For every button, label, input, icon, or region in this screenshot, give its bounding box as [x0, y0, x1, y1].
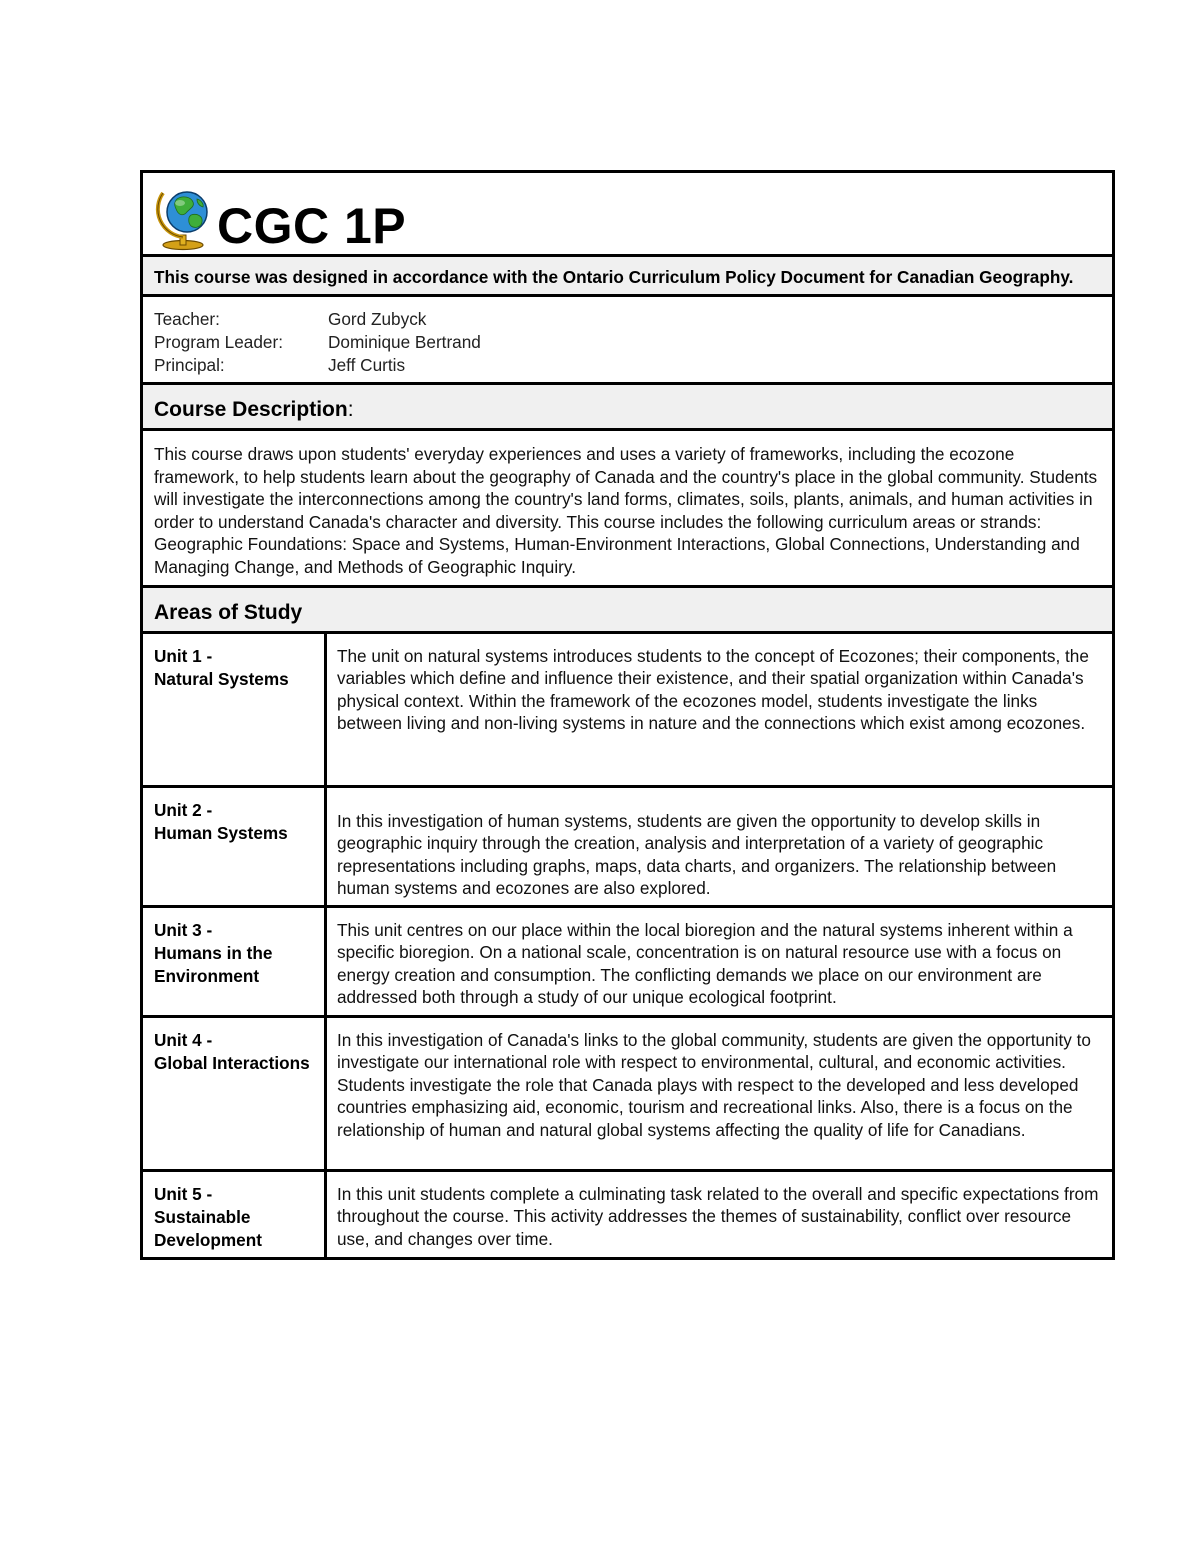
course-outline-table	[140, 170, 1115, 1260]
unit-label	[143, 788, 327, 905]
unit-title: Humans in the Environment	[154, 942, 273, 986]
staff-teacher	[154, 308, 1101, 331]
unit-number: Unit 2 -	[154, 799, 213, 820]
unit-number: Unit 4 -	[154, 1029, 213, 1050]
unit-description: In this investigation of Canada's links to the global community, students are given the opportunity to investigate our international role with respect to environmental, cultural, and economic activities. Students investigate the role that Canada plays with respect to the developed and less developed countries emphasizing aid, economic, tourism and recreational links. Also, there is a focus on the relationship of human and natural global systems affecting the quality of life for Canadians.	[337, 1029, 1091, 1140]
unit-description: In this unit students complete a culminating task related to the overall and specific expectations from throughout the course. This activity addresses the themes of sustainability, conflict over resource use, and changes over time.	[337, 1183, 1099, 1249]
unit-label	[143, 1172, 327, 1257]
unit-number: Unit 5 -	[154, 1183, 213, 1204]
unit-row-2	[143, 788, 1112, 908]
title-row	[143, 173, 1112, 257]
course-code-title: CGC 1P	[217, 198, 407, 254]
unit-row-1	[143, 634, 1112, 788]
staff-program-leader	[154, 331, 1101, 354]
course-description-heading-text: Course Description	[154, 398, 348, 421]
unit-label	[143, 634, 327, 785]
unit-number: Unit 1 -	[154, 645, 213, 666]
policy-statement: This course was designed in accordance with the Ontario Curriculum Policy Document for Canadian Geography.	[143, 257, 1112, 297]
unit-title: Human Systems	[154, 822, 288, 843]
staff-name: Jeff Curtis	[328, 355, 406, 375]
areas-of-study-heading-text: Areas of Study	[154, 600, 303, 624]
staff-label: Principal:	[154, 355, 225, 375]
course-description-text: This course draws upon students' everyday experiences and uses a variety of frameworks, including the ecozone framework, to help students learn about the geography of Canada and the country's place in the global community. Students will investigate the interconnections among the country's land forms, climates, soils, plants, animals, and human activities in order to understand Canada's character and diversity. This course includes the following curriculum areas or strands: Geographic Foundations: Space and Systems, Human-Environment Interactions, Global Connections, Understanding and Managing Change, and Methods of Geographic Inquiry.	[143, 431, 1112, 588]
unit-title: Global Interactions	[154, 1052, 310, 1073]
unit-label	[143, 1018, 327, 1169]
staff-label: Program Leader:	[154, 332, 283, 352]
unit-label	[143, 908, 327, 1015]
unit-row-3	[143, 908, 1112, 1018]
staff-name: Gord Zubyck	[328, 309, 427, 329]
unit-title: Sustainable Development	[154, 1206, 262, 1250]
unit-description: The unit on natural systems introduces students to the concept of Ecozones; their components, the variables which define and influence their existence, and their spatial organization within Canada's physical context. Within the framework of the ecozones model, students investigate the links between living and non-living systems in nature and the connections which exist among ecozones.	[337, 645, 1089, 734]
unit-row-4	[143, 1018, 1112, 1172]
staff-list	[143, 297, 1112, 385]
unit-title: Natural Systems	[154, 668, 289, 689]
unit-description: In this investigation of human systems, students are given the opportunity to develop skills in geographic inquiry through the creation, analysis and interpretation of a variety of geographic representations including graphs, maps, data charts, and organizers. The relationship between human systems and ecozones are also explored.	[337, 810, 1057, 899]
staff-principal	[154, 354, 1101, 377]
globe-icon	[153, 185, 215, 251]
unit-row-5	[143, 1172, 1112, 1257]
course-description-heading	[143, 385, 1112, 431]
heading-colon: :	[347, 398, 354, 421]
unit-description: This unit centres on our place within the local bioregion and the natural systems inherent within a specific bioregion. On a national scale, concentration is on natural resource use with a focus on energy creation and consumption. The conflicting demands we place on our environment are addressed both through a study of our unique ecological footprint.	[337, 919, 1073, 1008]
unit-number: Unit 3 -	[154, 919, 213, 940]
staff-label: Teacher:	[154, 309, 220, 329]
areas-of-study-heading	[143, 588, 1112, 634]
staff-name: Dominique Bertrand	[328, 332, 481, 352]
